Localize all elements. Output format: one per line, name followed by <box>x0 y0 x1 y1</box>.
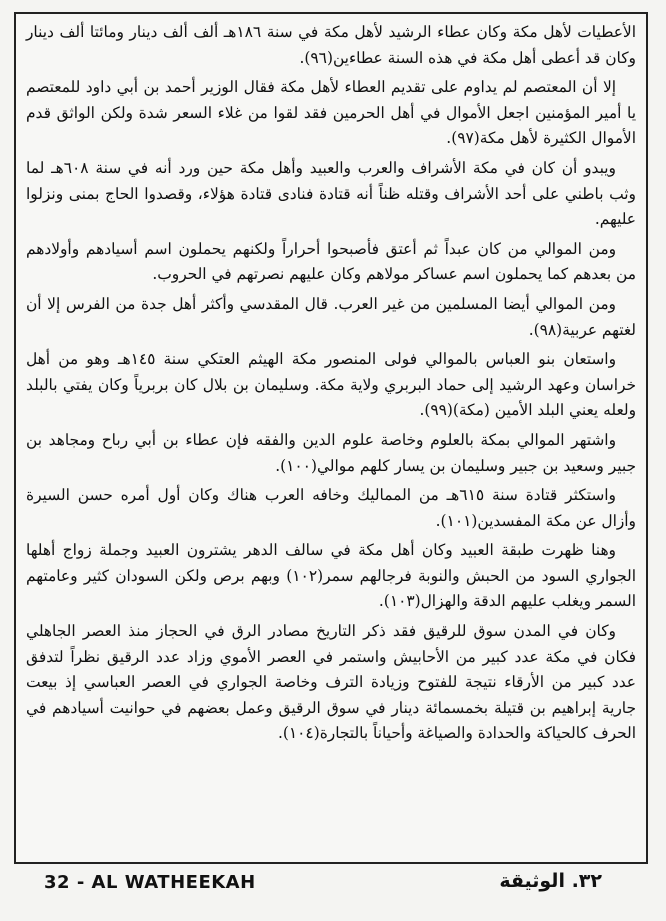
paragraph: واستعان بنو العباس بالموالي فولى المنصور مكة الهيثم العتكي سنة ١٤٥هـ وهو من أهل خراسان وعهد الرشيد إلى حماد البربري ولاية مكة. وسليمان بن بلال كان بربرياً وكان يفتي بالبلد ولعله يعني البلد الأمين (مكة)(٩٩). <box>26 350 636 420</box>
page-frame <box>14 12 648 864</box>
paragraph: وهنا ظهرت طبقة العبيد وكان أهل مكة في سالف الدهر يشترون العبيد وجملة زواج أهلها الجواري السود من الحبش والنوبة فرجالهم سمر(١٠٢) وبهم برص ولكن السودان كثير وعامتهم السمر ويغلب عليهم الدقة والهزال(١٠٣). <box>26 541 636 611</box>
article-body <box>26 20 636 856</box>
page-footer <box>14 868 648 902</box>
paragraph: واشتهر الموالي بمكة بالعلوم وخاصة علوم الدين والفقه فإن عطاء بن أبي رباح ومجاهد بن جبير وسعيد بن جبير وسليمان بن يسار كلهم موالي(١٠٠). <box>26 430 636 475</box>
paragraph: ومن الموالي من كان عبداً ثم أعتق فأصبحوا أحراراً ولكنهم يحملون اسم أسيادهم وأولادهم من بعدهم كما يحملون اسم عساكر مولاهم وكان عليهم نصرتهم في الحروب. <box>26 239 636 284</box>
paragraph: إلا أن المعتصم لم يداوم على تقديم العطاء لأهل مكة فقال الوزير أحمد بن أبي داود للمعتصم يا أمير المؤمنين اجعل الأموال في أهل الحرمين فقد لقوا من غلاء السعر شدة ولكن الواثق قدم الأموال الكثيرة لأهل مكة(٩٧). <box>26 78 636 148</box>
footer-english-page-label: 32 - AL WATHEEKAH <box>44 872 256 893</box>
paragraph: وكان في المدن سوق للرقيق فقد ذكر التاريخ مصادر الرق في الحجاز منذ العصر الجاهلي فكان في مكة عدد كبير من الأحابيش واستمر في العصر الأموي وزاد عدد الرقيق نظراً لتدفق عدد كبير من الأرقاء نتيجة للفتوح وزيادة الترف وخاصة الجواري في العصر العباسي إذ بيعت جارية إبراهيم بن قتيلة بخمسمائة دينار في سوق الرقيق وعمل بعضهم في حوانيت أسيادهم في الحرف كالحياكة والحدادة والصياغة وأحياناً بالتجارة(١٠٤). <box>26 622 636 743</box>
paragraph: واستكثر قتادة سنة ٦١٥هـ من المماليك وخافه العرب هناك وكان أول أمره حسن السيرة وأزال عن مكة المفسدين(١٠١). <box>26 486 636 530</box>
paragraph: ومن الموالي أيضا المسلمين من غير العرب. قال المقدسي وأكثر أهل جدة من الفرس إلا أن لغتهم عربية(٩٨). <box>26 294 636 339</box>
paragraph: الأعطيات لأهل مكة وكان عطاء الرشيد لأهل مكة في سنة ١٨٦هـ ألف ألف دينار ومائتا ألف دينار وكان قد أعطى أهل مكة في هذه السنة عطاءين(٩٦). <box>26 23 636 67</box>
footer-arabic-page-label: ٣٢. الوثيقة <box>499 870 602 892</box>
paragraph: ويبدو أن كان في مكة الأشراف والعرب والعبيد وأهل مكة حين ورد أنه في سنة ٦٠٨هـ لما وثب باطني على أحد الأشراف وقتله ظناً أنه قتادة فنادى قتادة هؤلاء، وقصدوا الحاج بمنى ونزلوا عليهم. <box>26 158 636 229</box>
